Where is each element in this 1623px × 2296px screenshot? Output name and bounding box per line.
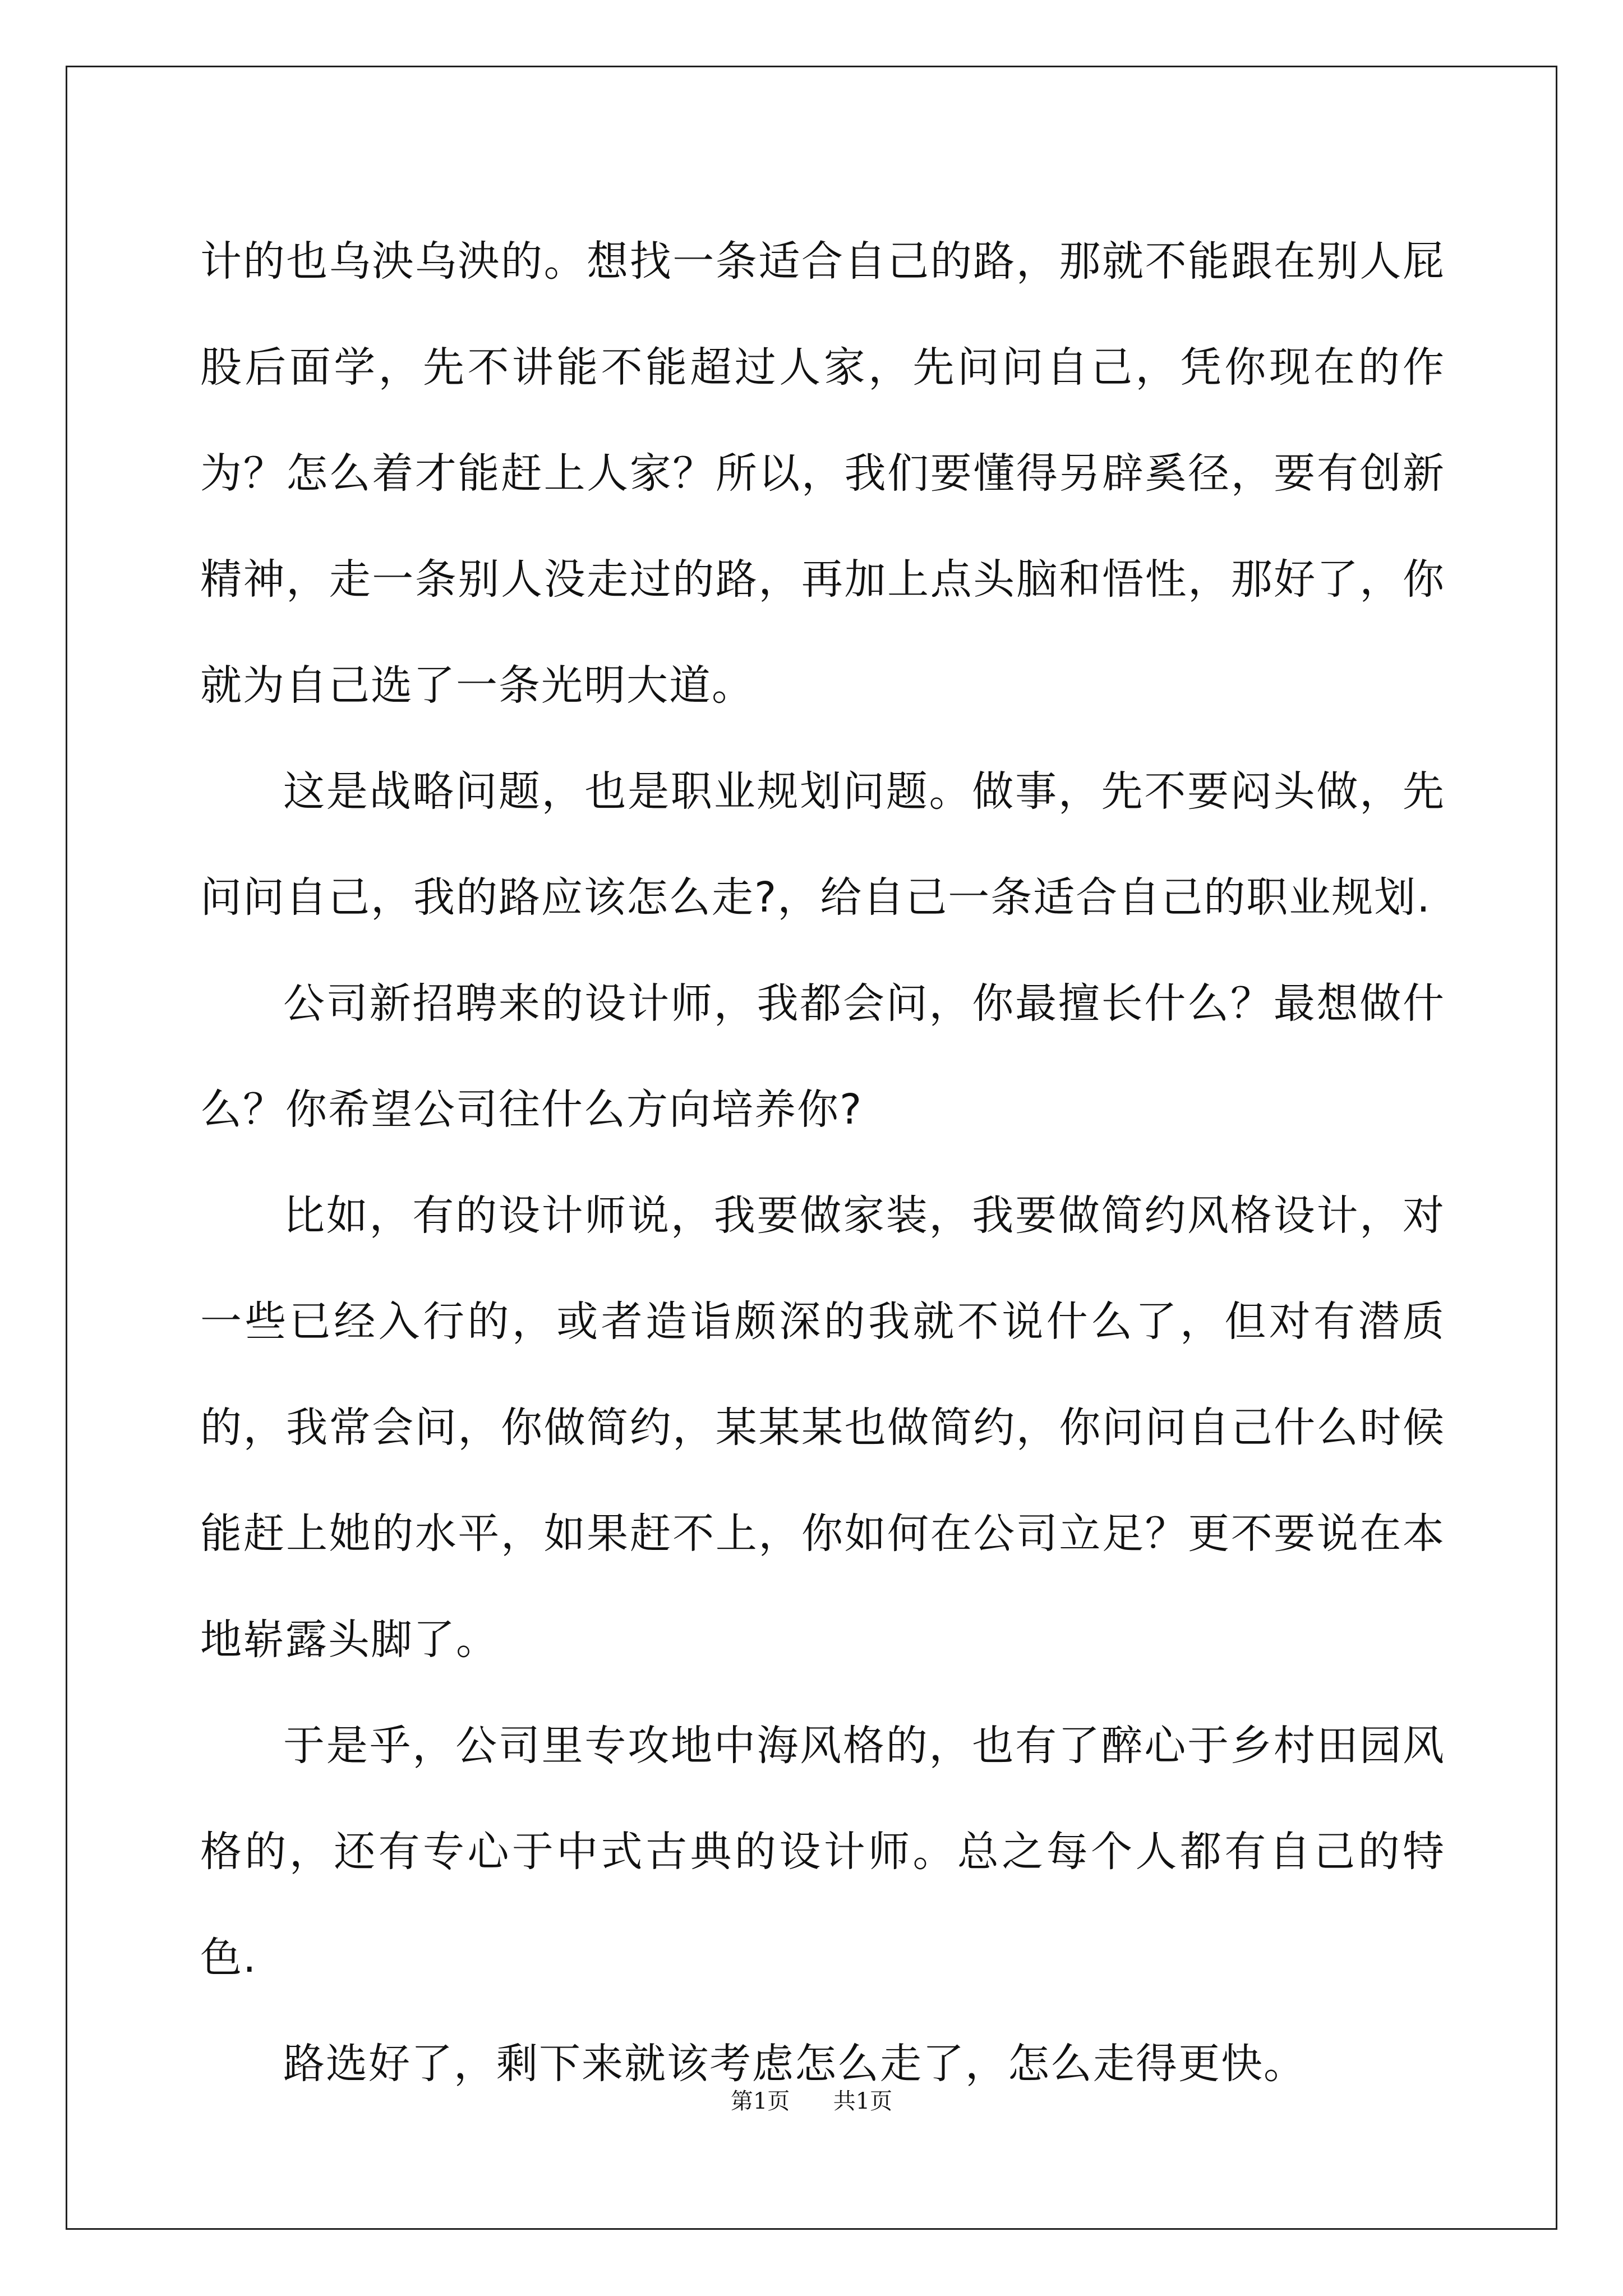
paragraph-6: 路选好了，剩下来就该考虑怎么走了，怎么走得更快。 xyxy=(283,2040,1306,2088)
document-body xyxy=(200,209,1445,2117)
paragraph-1: 计的也乌泱乌泱的。想找一条适合自己的路，那就不能跟在别人屁股后面学，先不讲能不能超过人家，先问问自己，凭你现在的作为？怎么着才能赶上人家？所以，我们要懂得另辟奚径，要有创新精神，走一条别人没走过的路，再加上点头脑和悟性，那好了，你就为自己选了一条光明大道。 xyxy=(200,237,1445,710)
page-footer xyxy=(0,2086,1623,2117)
paragraph-5: 于是乎，公司里专攻地中海风格的，也有了醉心于乡村田园风格的，还有专心于中式古典的设计师。总之每个人都有自己的特色. xyxy=(200,1722,1445,1982)
page-number-current: 第1页 xyxy=(730,2088,790,2114)
paragraph-3: 公司新招聘来的设计师，我都会问，你最擅长什么？最想做什么？你希望公司往什么方向培养你? xyxy=(200,979,1445,1134)
paragraph-2: 这是战略问题，也是职业规划问题。做事，先不要闷头做，先问问自己，我的路应该怎么走?，给自己一条适合自己的职业规划. xyxy=(200,767,1445,922)
paragraph-4: 比如，有的设计师说，我要做家装，我要做简约风格设计，对一些已经入行的，或者造诣颇深的我就不说什么了，但对有潜质的，我常会问，你做简约，某某某也做简约，你问问自己什么时候能赶上她的水平，如果赶不上，你如何在公司立足？更不要说在本地崭露头脚了。 xyxy=(200,1191,1445,1664)
page-number-total: 共1页 xyxy=(833,2088,893,2114)
